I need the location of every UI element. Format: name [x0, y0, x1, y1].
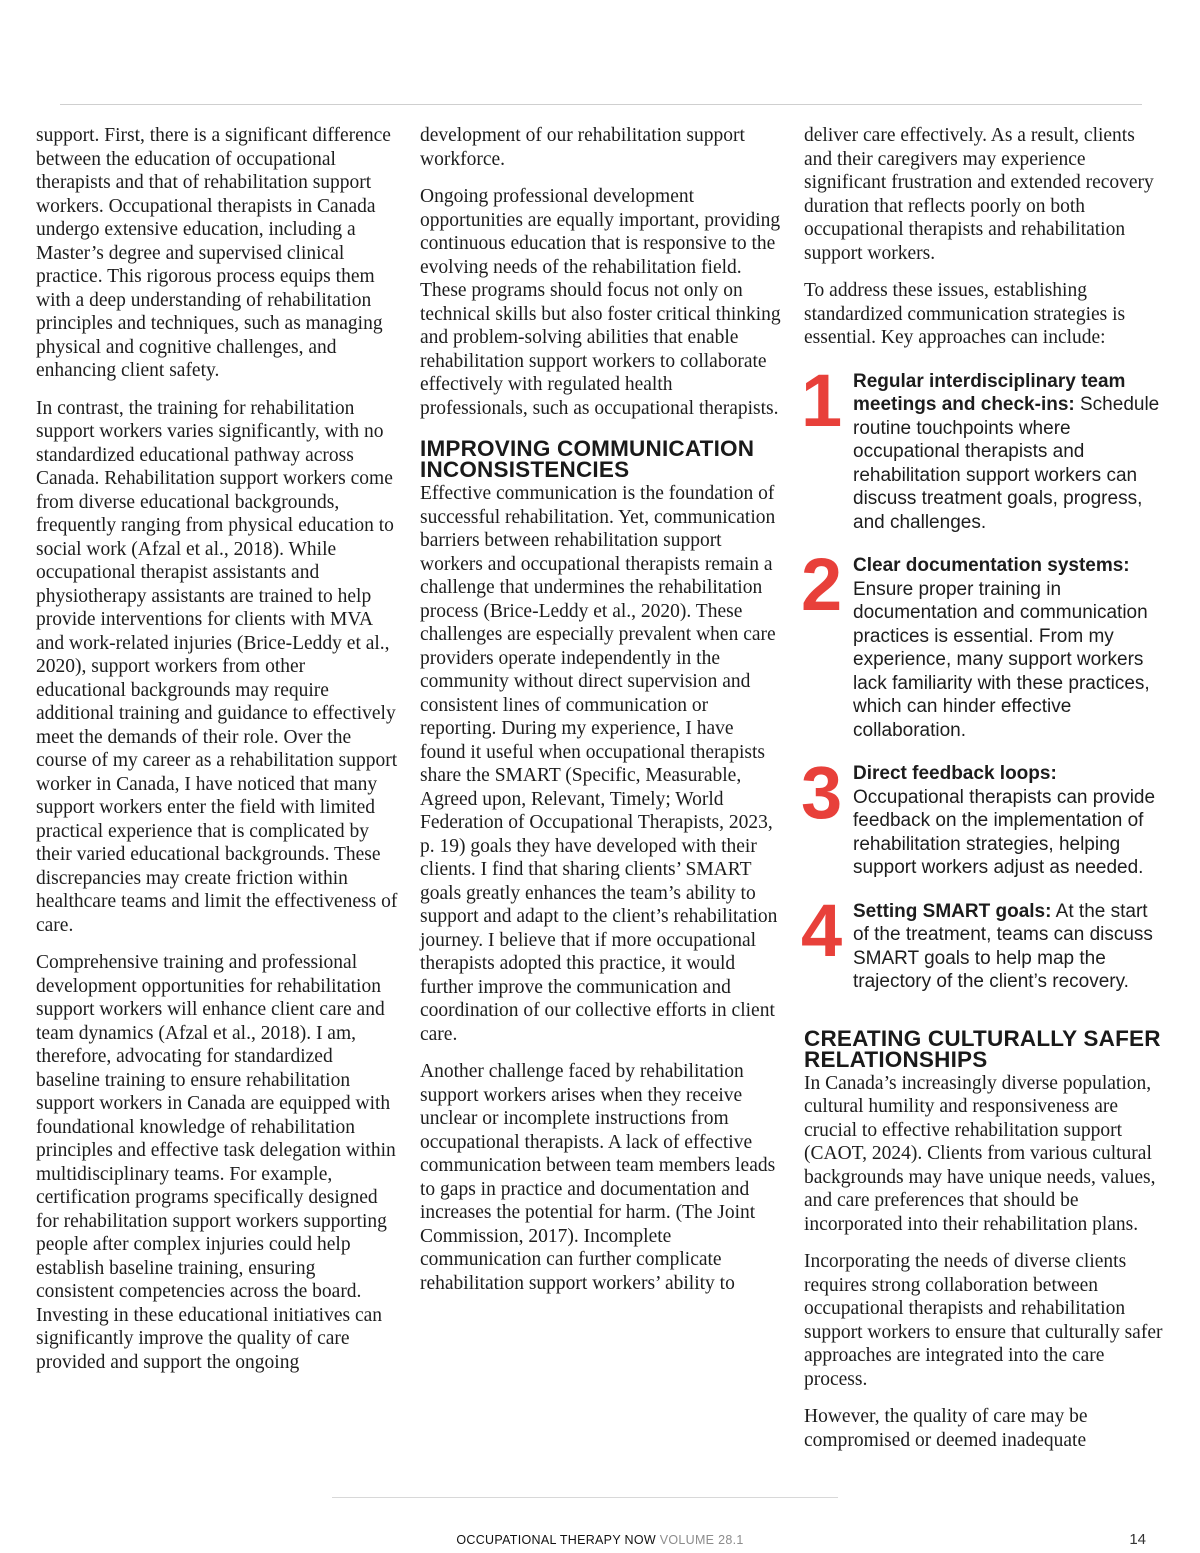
paragraph: In Canada’s increasingly diverse population, cultural humility and responsiveness are crucial to effective rehabilitation support (CAOT, 2024). Clients from various cultural backgrounds may have unique needs, values, and care preferences that should be incorporated into their rehabilitation plans.: [804, 1072, 1156, 1235]
paragraph: Effective communication is the foundation of successful rehabilitation. Yet, communication barriers between rehabilitation support workers and occupational therapists remain a challenge that undermines the rehabilitation process (Brice-Leddy et al., 2020). These challenges are especially prevalent when care providers operate independently in the community without direct supervision and consistent lines of communication or reporting. During my experience, I have found it useful when occupational therapists share the SMART (Specific, Measurable, Agreed upon, Relevant, Timely; World Federation of Occupational Therapists, 2023, p. 19) goals they have developed with their clients. I find that sharing clients’ SMART goals greatly enhances the team’s ability to support and adapt to the client’s rehabilitation journey. I believe that if more occupational therapists adopted this practice, it would further improve the communication and coordination of our collective efforts in client care.: [420, 483, 778, 1045]
numbered-list: [801, 358, 1166, 994]
paragraph: support. First, there is a significant difference between the education of occupational therapists and that of rehabilitation support workers. Occupational therapists in Canada undergo extensive education, including a Master’s degree and supervised clinical practice. This rigorous process equips them with a deep understanding of rehabilitation principles and techniques, such as managing physical and cognitive challenges, and enhancing client safety.: [36, 125, 391, 381]
page-number: 14: [1129, 1531, 1146, 1548]
paragraph: Incorporating the needs of diverse clients requires strong collaboration between occupational therapists and rehabilitation support workers to ensure that culturally safer approaches are integrated into the care process.: [804, 1251, 1163, 1390]
list-number: 4: [801, 888, 843, 972]
list-number: 3: [801, 751, 843, 834]
section-heading-culturally-safer: CREATING CULTURALLY SAFER RELATIONSHIPS: [804, 1025, 1161, 1072]
list-item-title: Regular interdisciplinary team meetings and check-ins:: [853, 370, 1126, 415]
paragraph: However, the quality of care may be compromised or deemed inadequate: [804, 1406, 1088, 1451]
footer-rule: [332, 1497, 838, 1498]
list-number: 1: [801, 358, 843, 442]
volume-label: VOLUME 28.1: [659, 1533, 744, 1547]
section-heading-communication: IMPROVING COMMUNICATION INCONSISTENCIES: [420, 436, 755, 482]
list-item-text: Schedule routine touchpoints where occupational therapists and rehabilitation support workers can discuss treatment goals, progress, and challenges.: [853, 394, 1160, 533]
paragraph: development of our rehabilitation support workforce.: [420, 125, 745, 170]
paragraph: Ongoing professional development opportunities are equally important, providing continuous education that is responsive to the evolving needs of the rehabilitation field. These programs should focus not only on technical skills but also foster critical thinking and problem-solving abilities that enable rehabilitation support workers to collaborate effectively with regulated health professionals, such as occupational therapists.: [420, 186, 781, 419]
column-1: [36, 124, 398, 1388]
publication-title: OCCUPATIONAL THERAPY NOW: [456, 1533, 656, 1547]
list-item-title: Setting SMART goals:: [853, 900, 1052, 922]
list-item-text: At the start of the treatment, teams can discuss SMART goals to help map the trajectory of the client’s recovery.: [853, 900, 1153, 992]
list-item-text: Occupational therapists can provide feedback on the implementation of rehabilitation strategies, helping support workers adjust as needed.: [853, 786, 1156, 878]
list-item-title: Direct feedback loops:: [853, 763, 1057, 784]
list-item-text: Ensure proper training in documentation and communication practices is essential. From my experience, many support workers lack familiarity with these practices, which can hinder effective collaboration.: [853, 578, 1150, 741]
paragraph: Another challenge faced by rehabilitation support workers arises when they receive unclear or incomplete instructions from occupational therapists. A lack of effective communication between team members leads to gaps in practice and documentation and increases the potential for harm. (The Joint Commission, 2017). Incomplete communication can further complicate rehabilitation support workers’ ability to: [420, 1061, 776, 1294]
column-3: [801, 124, 1166, 1466]
list-item: [801, 751, 1166, 880]
paragraph: deliver care effectively. As a result, clients and their caregivers may experience significant frustration and extended recovery duration that reflects poorly on both occupational therapists and rehabilitation support workers.: [804, 125, 1154, 264]
running-footer: [0, 1533, 1200, 1547]
list-item-title: Clear documentation systems:: [853, 555, 1130, 576]
list-item: [801, 543, 1166, 742]
column-2: [420, 124, 782, 1309]
paragraph: To address these issues, establishing standardized communication strategies is essential. Key approaches can include:: [804, 280, 1126, 348]
top-rule: [60, 104, 1142, 105]
paragraph: In contrast, the training for rehabilitation support workers varies significantly, with no standardized educational pathway across Canada. Rehabilitation support workers come from diverse educational backgrounds, frequently ranging from physical education to social work (Afzal et al., 2018). While occupational therapist assistants and physiotherapy assistants are trained to help provide interventions for clients with MVA and work-related injuries (Brice-Leddy et al., 2020), support workers from other educational backgrounds may require additional training and guidance to effectively meet the demands of their role. Over the course of my career as a rehabilitation support worker in Canada, I have noticed that many support workers enter the field with limited practical experience that is complicated by their varied educational backgrounds. These discrepancies may create friction within healthcare teams and limit the effectiveness of care.: [36, 397, 398, 936]
list-item: [801, 888, 1166, 994]
paragraph: Comprehensive training and professional development opportunities for rehabilitation support workers will enhance client care and team dynamics (Afzal et al., 2018). I am, therefore, advocating for standardized baseline training to ensure rehabilitation support workers in Canada are equipped with foundational knowledge of rehabilitation principles and effective task delegation within multidisciplinary teams. For example, certification programs specifically designed for rehabilitation support workers supporting people after complex injuries could help establish baseline training, ensuring consistent competencies across the board. Investing in these educational initiatives can significantly improve the quality of care provided and support the ongoing: [36, 952, 396, 1373]
list-number: 2: [801, 543, 843, 626]
list-item: [801, 358, 1166, 535]
